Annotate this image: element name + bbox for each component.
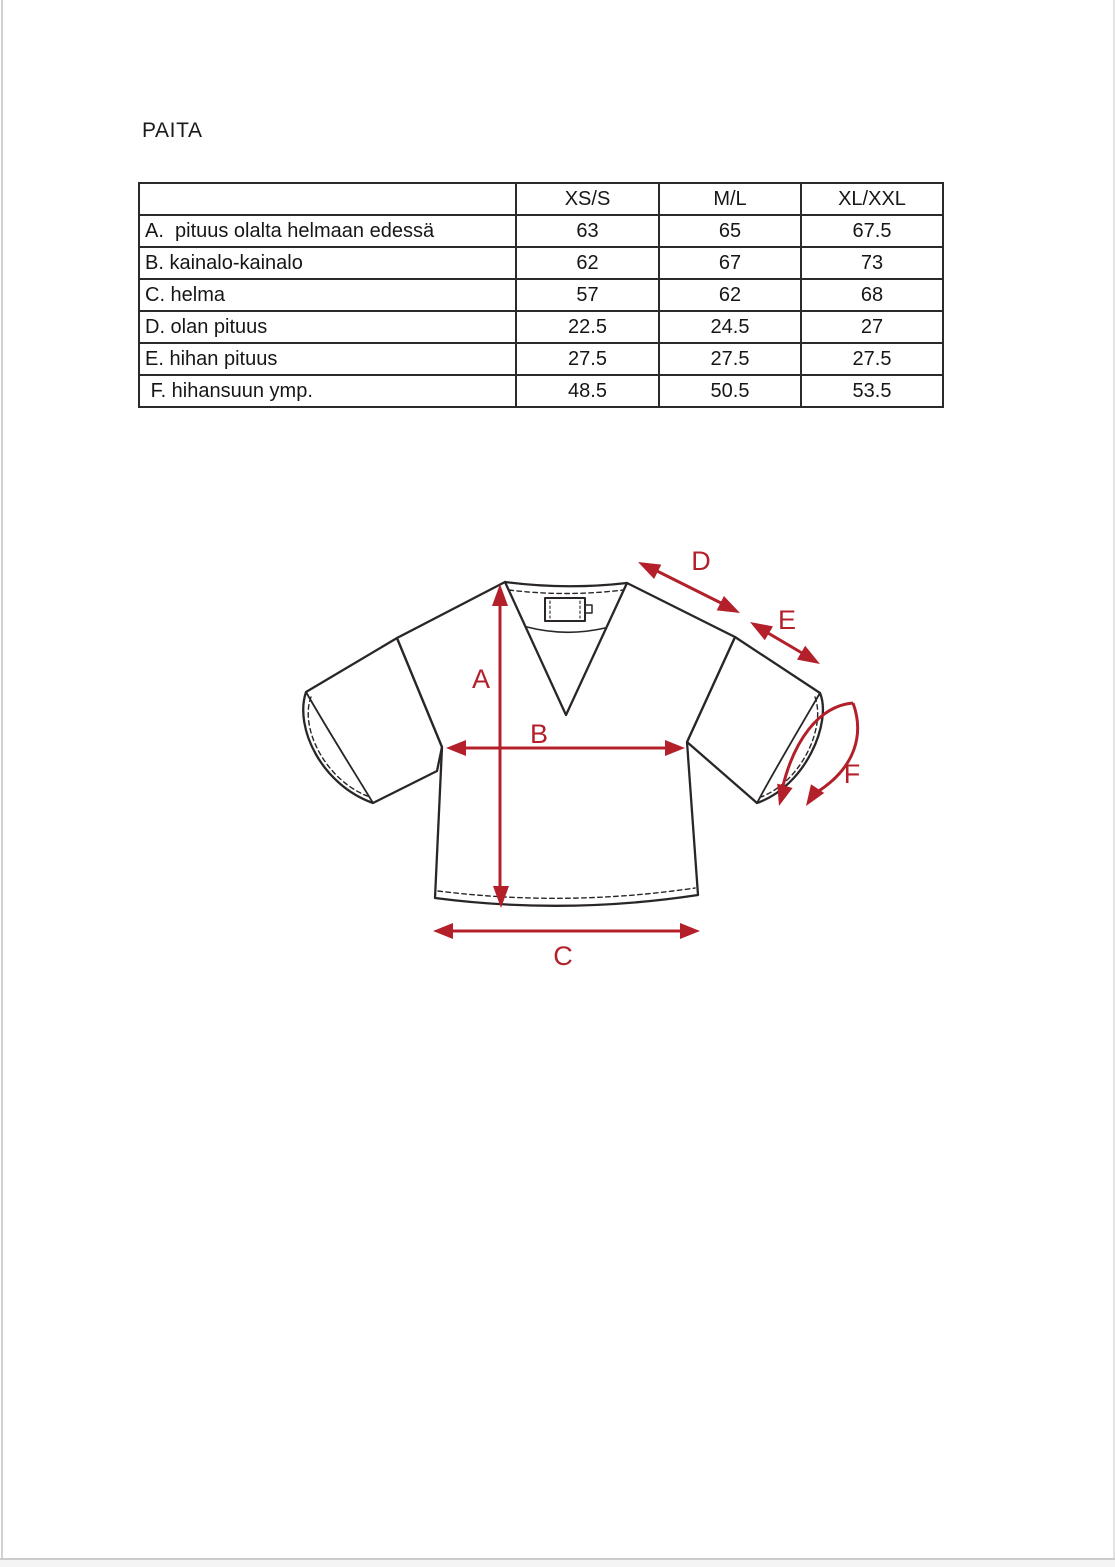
row-label: A. pituus olalta helmaan edessä xyxy=(139,215,516,247)
neck-facing-line xyxy=(527,627,605,632)
row-label: E. hihan pituus xyxy=(139,343,516,375)
measure-label-f: F xyxy=(843,759,861,789)
cell-value: 63 xyxy=(516,215,659,247)
cell-value: 27 xyxy=(801,311,943,343)
cell-value: 27.5 xyxy=(516,343,659,375)
shirt-body xyxy=(397,582,735,906)
cell-value: 62 xyxy=(659,279,801,311)
row-label: F. hihansuun ymp. xyxy=(139,375,516,407)
label-tag-stitches xyxy=(550,601,580,618)
cell-value: 65 xyxy=(659,215,801,247)
cell-value: 48.5 xyxy=(516,375,659,407)
measure-label-d: D xyxy=(691,546,711,576)
row-label: C. helma xyxy=(139,279,516,311)
measure-label-e: E xyxy=(777,605,797,635)
measure-label-a: A xyxy=(471,664,491,694)
cell-value: 27.5 xyxy=(801,343,943,375)
shirt-outline xyxy=(303,582,823,906)
cell-value: 67.5 xyxy=(801,215,943,247)
cell-value: 24.5 xyxy=(659,311,801,343)
cell-value: 53.5 xyxy=(801,375,943,407)
measure-label-b: B xyxy=(529,719,549,749)
page-title: PAITA xyxy=(142,119,203,142)
cell-value: 67 xyxy=(659,247,801,279)
cell-value: 57 xyxy=(516,279,659,311)
cell-value: 50.5 xyxy=(659,375,801,407)
label-tag xyxy=(545,598,585,621)
cell-value: 27.5 xyxy=(659,343,801,375)
cell-value: 62 xyxy=(516,247,659,279)
measure-arrow-c xyxy=(433,923,700,939)
neck-stitch xyxy=(509,590,623,594)
cell-value: 22.5 xyxy=(516,311,659,343)
cell-value: 68 xyxy=(801,279,943,311)
label-tag-loop xyxy=(585,605,592,613)
measure-label-c: C xyxy=(553,941,573,971)
col-header-m-l: M/L xyxy=(659,183,801,215)
row-label: B. kainalo-kainalo xyxy=(139,247,516,279)
back-neckline xyxy=(505,582,627,586)
cell-value: 73 xyxy=(801,247,943,279)
row-label: D. olan pituus xyxy=(139,311,516,343)
col-header-xs-s: XS/S xyxy=(516,183,659,215)
col-header-xl-xxl: XL/XXL xyxy=(801,183,943,215)
